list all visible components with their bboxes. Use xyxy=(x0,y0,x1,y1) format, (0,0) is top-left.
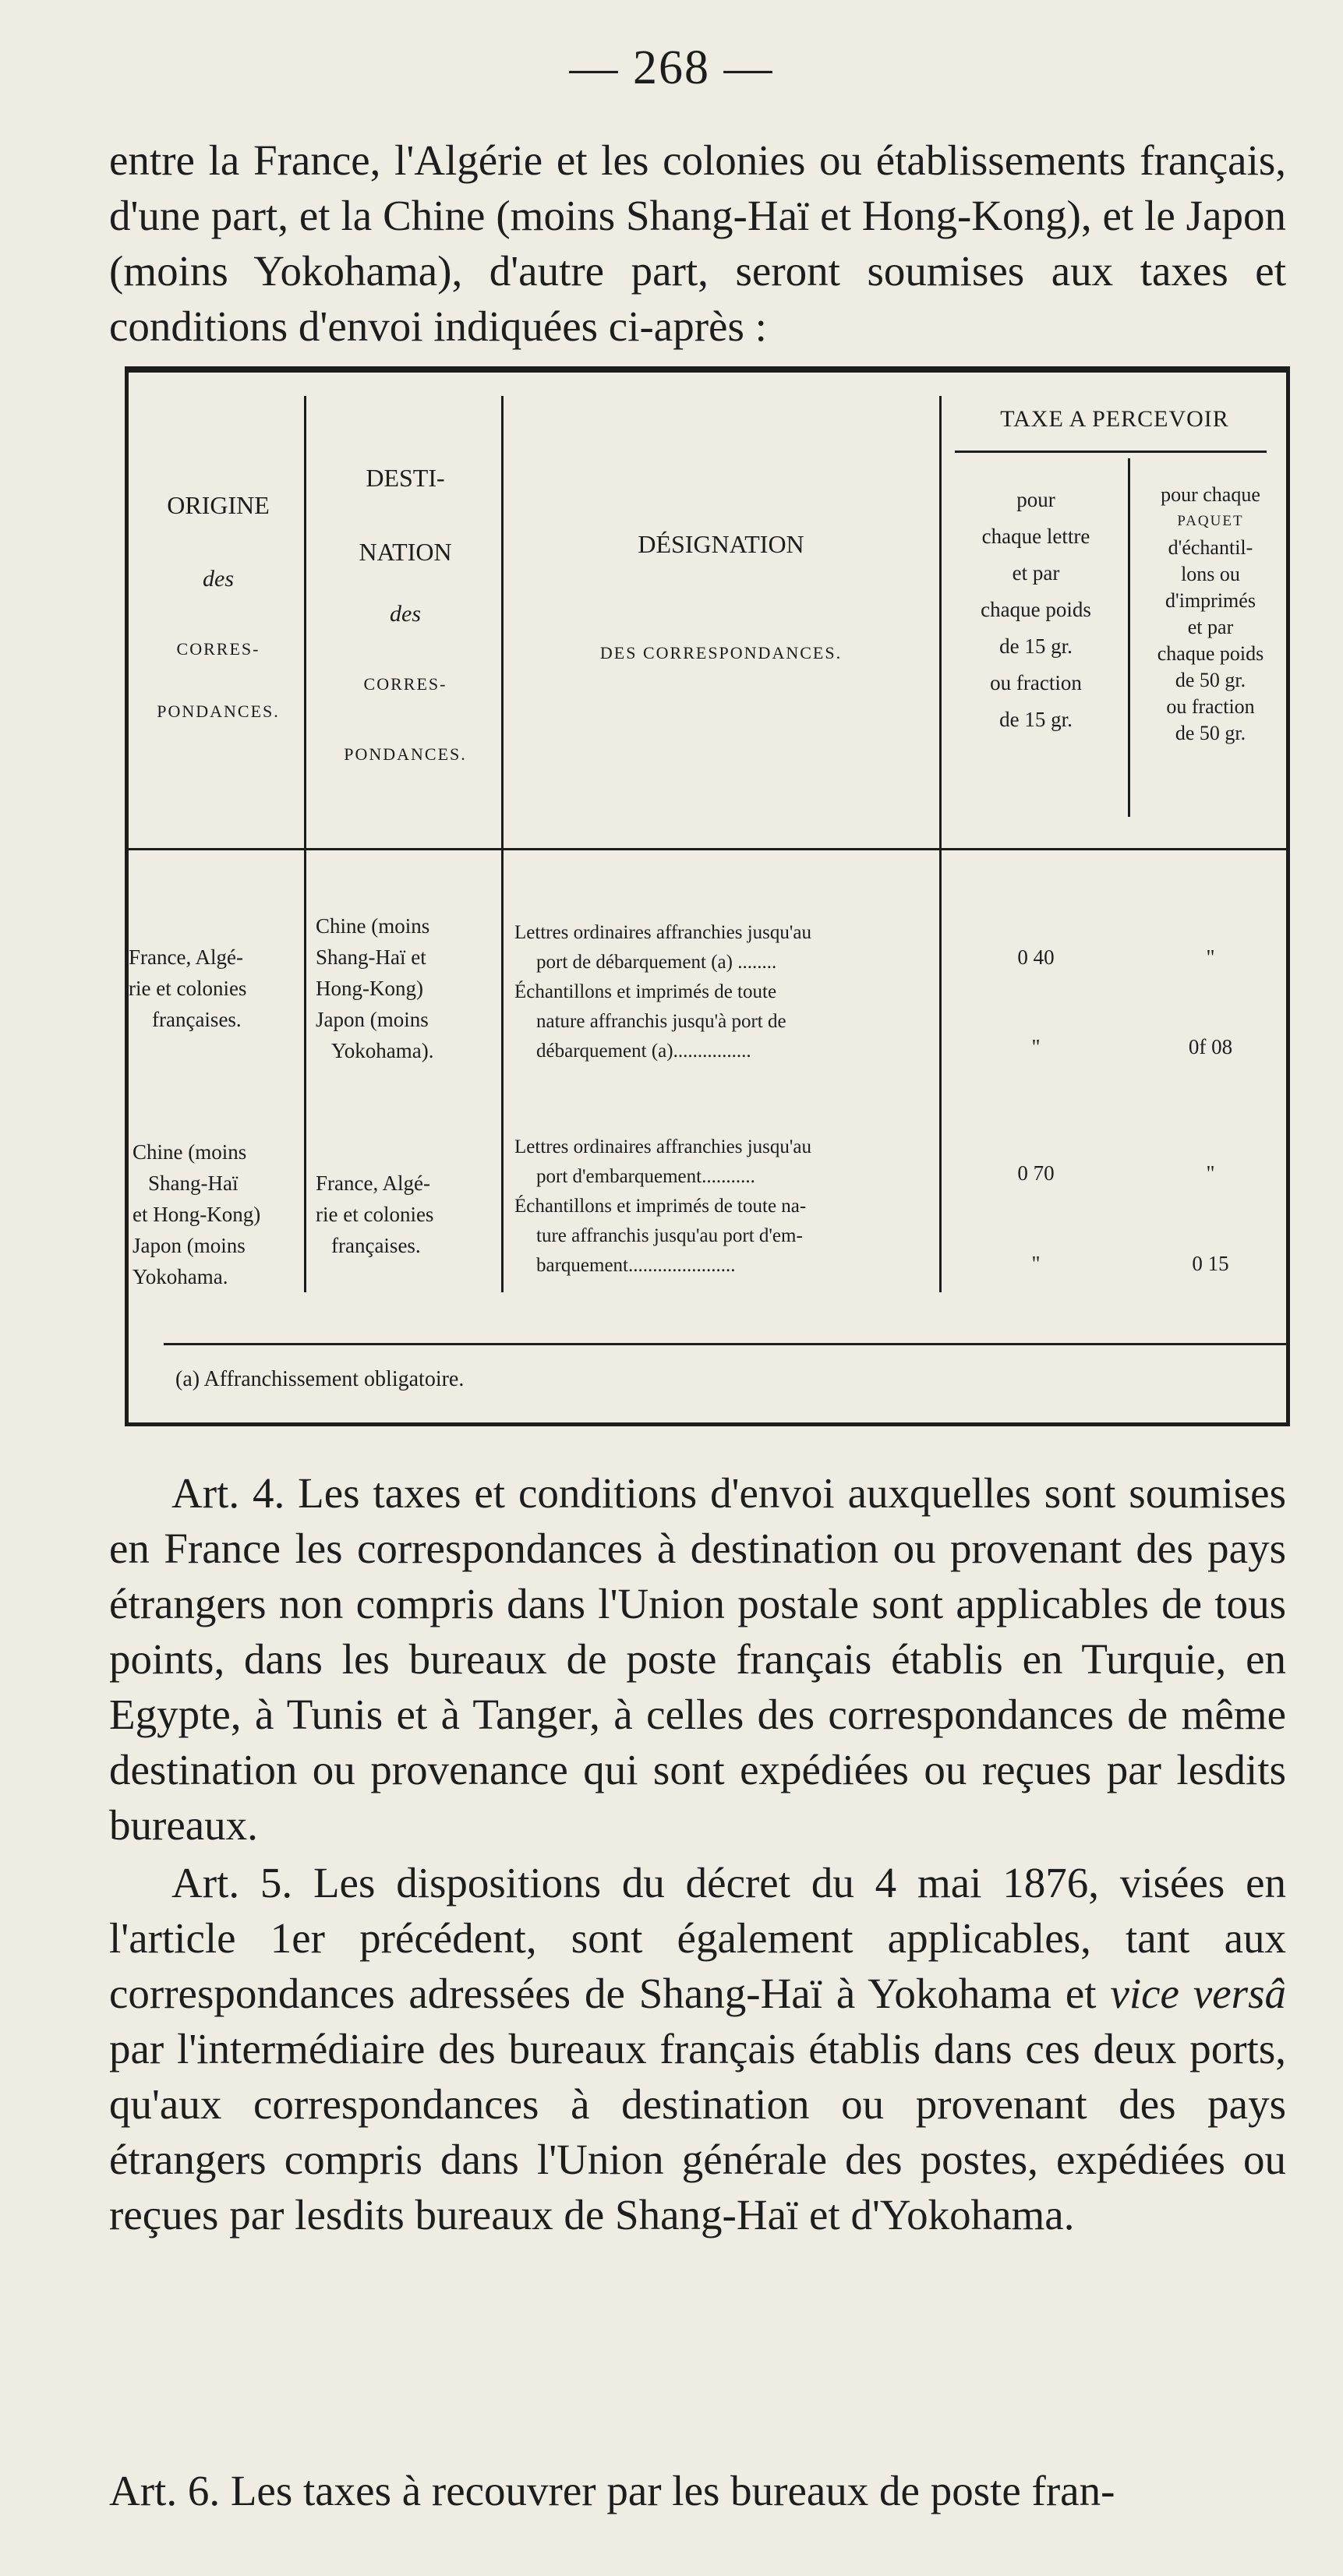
page-number: — 268 — xyxy=(569,41,774,94)
article-6: Art. 6. Les taxes à recouvrer par les bureaux de poste fran- xyxy=(109,2467,1115,2514)
row2-origine: Chine (moins Shang-Haï et Hong-Kong) Japon (moins Yokohama. xyxy=(133,1140,261,1288)
row2-destination: France, Algé- rie et colonies françaises. xyxy=(316,1171,434,1257)
row1-paquet-2: 0f 08 xyxy=(1188,1035,1233,1058)
row2-lettre-2: " xyxy=(1031,1252,1041,1275)
row2-paquet-2: 0 15 xyxy=(1192,1252,1229,1275)
header-destination: DESTI- NATION des CORRES- PONDANCES. xyxy=(344,464,467,764)
postal-rates-table xyxy=(125,366,1290,1426)
row1-lettre-1: 0 40 xyxy=(1017,945,1055,969)
row2-paquet-1: " xyxy=(1206,1161,1215,1185)
row1-lettre-2: " xyxy=(1031,1035,1041,1058)
article-5: Art. 5. Les dispositions du décret du 4 mai 1876, visées en l'article 1er précédent, sont également applicables, tant aux correspondances adressées de Shang-Haï à Yokohama et vice versâ par l'intermédiaire des bureaux français établis dans ces deux ports, qu'aux correspondances à destination ou provenant des pays étrangers compris dans l'Union générale des postes, expédiées ou reçues par lesdits bureaux de Shang-Haï et d'Yokohama. xyxy=(109,1859,1286,2239)
vice-versa-italic: vice versâ xyxy=(1110,1970,1286,2017)
row2-designation: Lettres ordinaires affranchies jusqu'au port d'embarquement........... Échantillons et imprimés de toute na- ture affranchis jusqu'au port d'em- barquement...................... xyxy=(514,1136,811,1276)
row1-origine: France, Algé- rie et colonies françaises. xyxy=(129,945,247,1031)
row1-destination: Chine (moins Shang-Haï et Hong-Kong) Japon (moins Yokohama). xyxy=(316,914,434,1062)
header-taxe-title: TAXE A PERCEVOIR xyxy=(1000,406,1229,432)
header-taxe-paquet: pour chaque PAQUET d'échantil- lons ou d'imprimés et par chaque poids de 50 gr. ou fraction de 50 gr. xyxy=(1157,483,1264,744)
header-origine: ORIGINE des CORRES- PONDANCES. xyxy=(157,491,280,721)
table-footnote: (a) Affranchissement obligatoire. xyxy=(175,1367,465,1391)
article-4: Art. 4. Les taxes et conditions d'envoi auxquelles sont soumises en France les correspondances à destination ou provenant des pays étrangers non compris dans l'Union postale sont applicables de tous points, dans les bureaux de poste français établis en Turquie, en Egypte, à Tunis et à Tanger, à celles des correspondances de même destination ou provenance qui sont expédiées ou reçues par lesdits bureaux. xyxy=(109,1469,1286,1849)
row2-lettre-1: 0 70 xyxy=(1017,1161,1055,1185)
header-designation: DÉSIGNATION DES CORRESPONDANCES. xyxy=(599,530,843,663)
intro-paragraph: entre la France, l'Algérie et les colonies ou établissements français, d'une part, et la Chine (moins Shang-Haï et Hong-Kong), et le Japon (moins Yokohama), d'autre part, seront soumises aux taxes et conditions d'envoi indiquées ci-après : xyxy=(109,136,1286,350)
row1-paquet-1: " xyxy=(1206,945,1215,969)
row1-designation: Lettres ordinaires affranchies jusqu'au port de débarquement (a) ........ Échantillons et imprimés de toute nature affranchis jusqu'à port de débarquement (a)................ xyxy=(514,922,811,1062)
header-taxe-lettre: pour chaque lettre et par chaque poids de 15 gr. ou fraction de 15 gr. xyxy=(981,488,1091,731)
